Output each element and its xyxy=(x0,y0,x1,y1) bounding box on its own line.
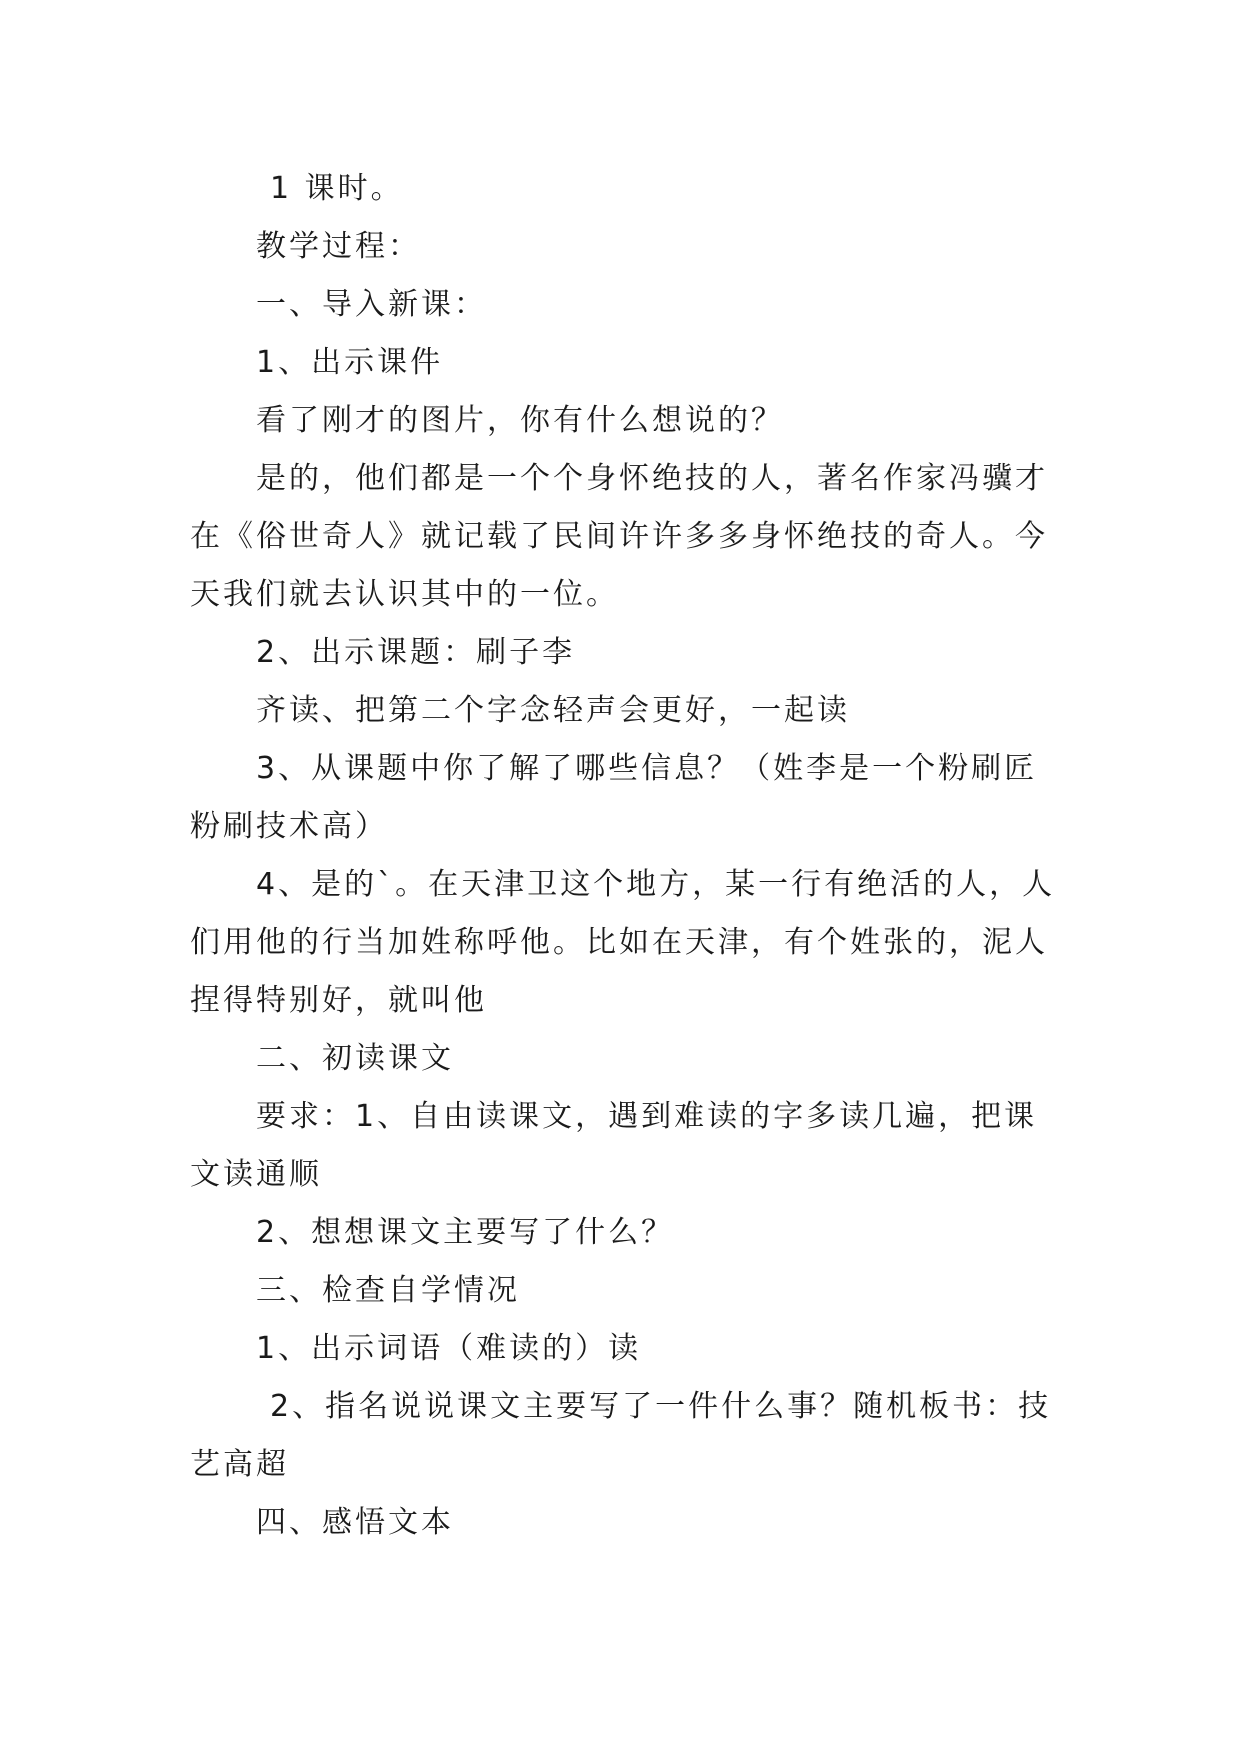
paragraph: 三、检查自学情况 xyxy=(256,1273,520,1308)
paragraph: 一、导入新课： xyxy=(256,287,487,322)
paragraph: 1 课时。 xyxy=(270,171,404,206)
paragraph: 四、感悟文本 xyxy=(256,1505,454,1540)
paragraph: 齐读、把第二个字念轻声会更好，一起读 xyxy=(256,693,850,728)
paragraph: 3、从课题中你了解了哪些信息？（姓李是一个粉刷匠粉刷技术高） xyxy=(190,751,1038,844)
paragraph: 要求：1、自由读课文，遇到难读的字多读几遍，把课文读通顺 xyxy=(190,1099,1038,1192)
paragraph: 是的，他们都是一个个身怀绝技的人，著名作家冯骥才在《俗世奇人》就记载了民间许许多多身怀绝技的奇人。今天我们就去认识其中的一位。 xyxy=(190,461,1048,612)
paragraph: 2、想想课文主要写了什么？ xyxy=(256,1215,675,1250)
paragraph: 二、初读课文 xyxy=(256,1041,454,1076)
paragraph: 2、出示课题：刷子李 xyxy=(256,635,576,670)
document-body xyxy=(190,160,1058,1552)
paragraph: 2、指名说说课文主要写了一件什么事？随机板书：技艺高超 xyxy=(190,1389,1052,1482)
paragraph: 教学过程： xyxy=(256,229,421,264)
paragraph: 1、出示课件 xyxy=(256,345,444,380)
paragraph: 1、出示词语（难读的）读 xyxy=(256,1331,642,1366)
paragraph: 看了刚才的图片，你有什么想说的？ xyxy=(256,403,784,438)
paragraph: 4、是的`。在天津卫这个地方，某一行有绝活的人，人们用他的行当加姓称呼他。比如在天津，有个姓张的，泥人捏得特别好，就叫他 xyxy=(190,867,1056,1018)
